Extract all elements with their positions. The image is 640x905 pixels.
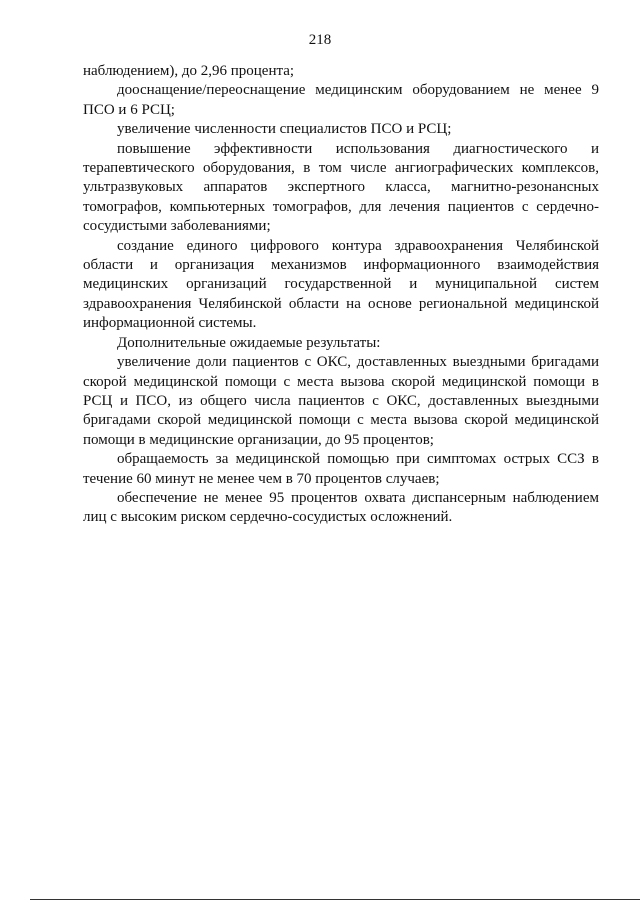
paragraph-equipment-efficiency: повышение эффективности использования диагностического и терапевтического оборудования, в том числе ангиографических комплексов, ультразвуковых аппаратов экспертного класса, магнитно-резонансных томографов, компьютерных томографов, для лечения пациентов с сердечно-сосудистыми заболеваниями; bbox=[83, 140, 599, 235]
paragraph-dispensary-coverage: обеспечение не менее 95 процентов охвата диспансерным наблюдением лиц с высоким риском сердечно-сосудистых осложнений. bbox=[83, 489, 599, 526]
paragraph-staff-increase: увеличение численности специалистов ПСО и РСЦ; bbox=[117, 121, 452, 138]
paragraph-additional-results-heading: Дополнительные ожидаемые результаты: bbox=[117, 334, 381, 351]
paragraph-oks-delivery-share: увеличение доли пациентов с ОКС, доставленных выездными бригадами скорой медицинской помощи с места вызова скорой медицинской помощи в РСЦ и ПСО, из общего числа пациентов с ОКС, доставленных выездными бригадами скорой медицинской помощи с места вызова скорой медицинской помощи в медицинские организации, до 95 процентов; bbox=[83, 354, 599, 448]
paragraph-observation-target: наблюдением), до 2,96 процента; bbox=[83, 63, 295, 79]
paragraph-equipment-upgrade: дооснащение/переоснащение медицинским оборудованием не менее 9 ПСО и 6 РСЦ; bbox=[83, 82, 599, 118]
paragraph-care-seeking-rate: обращаемость за медицинской помощью при симптомах острых ССЗ в течение 60 минут не менее чем в 70 процентов случаев; bbox=[83, 451, 599, 487]
paragraph-digital-contour: создание единого цифрового контура здравоохранения Челябинской области и организация механизмов информационного взаимодействия медицинских организаций государственной и муниципальной систем здравоохранения Челябинской области на основе региональной медицинской информационной системы. bbox=[83, 237, 599, 332]
page-bottom-rule bbox=[30, 899, 640, 900]
document-body bbox=[83, 62, 599, 528]
page-number: 218 bbox=[308, 32, 332, 48]
